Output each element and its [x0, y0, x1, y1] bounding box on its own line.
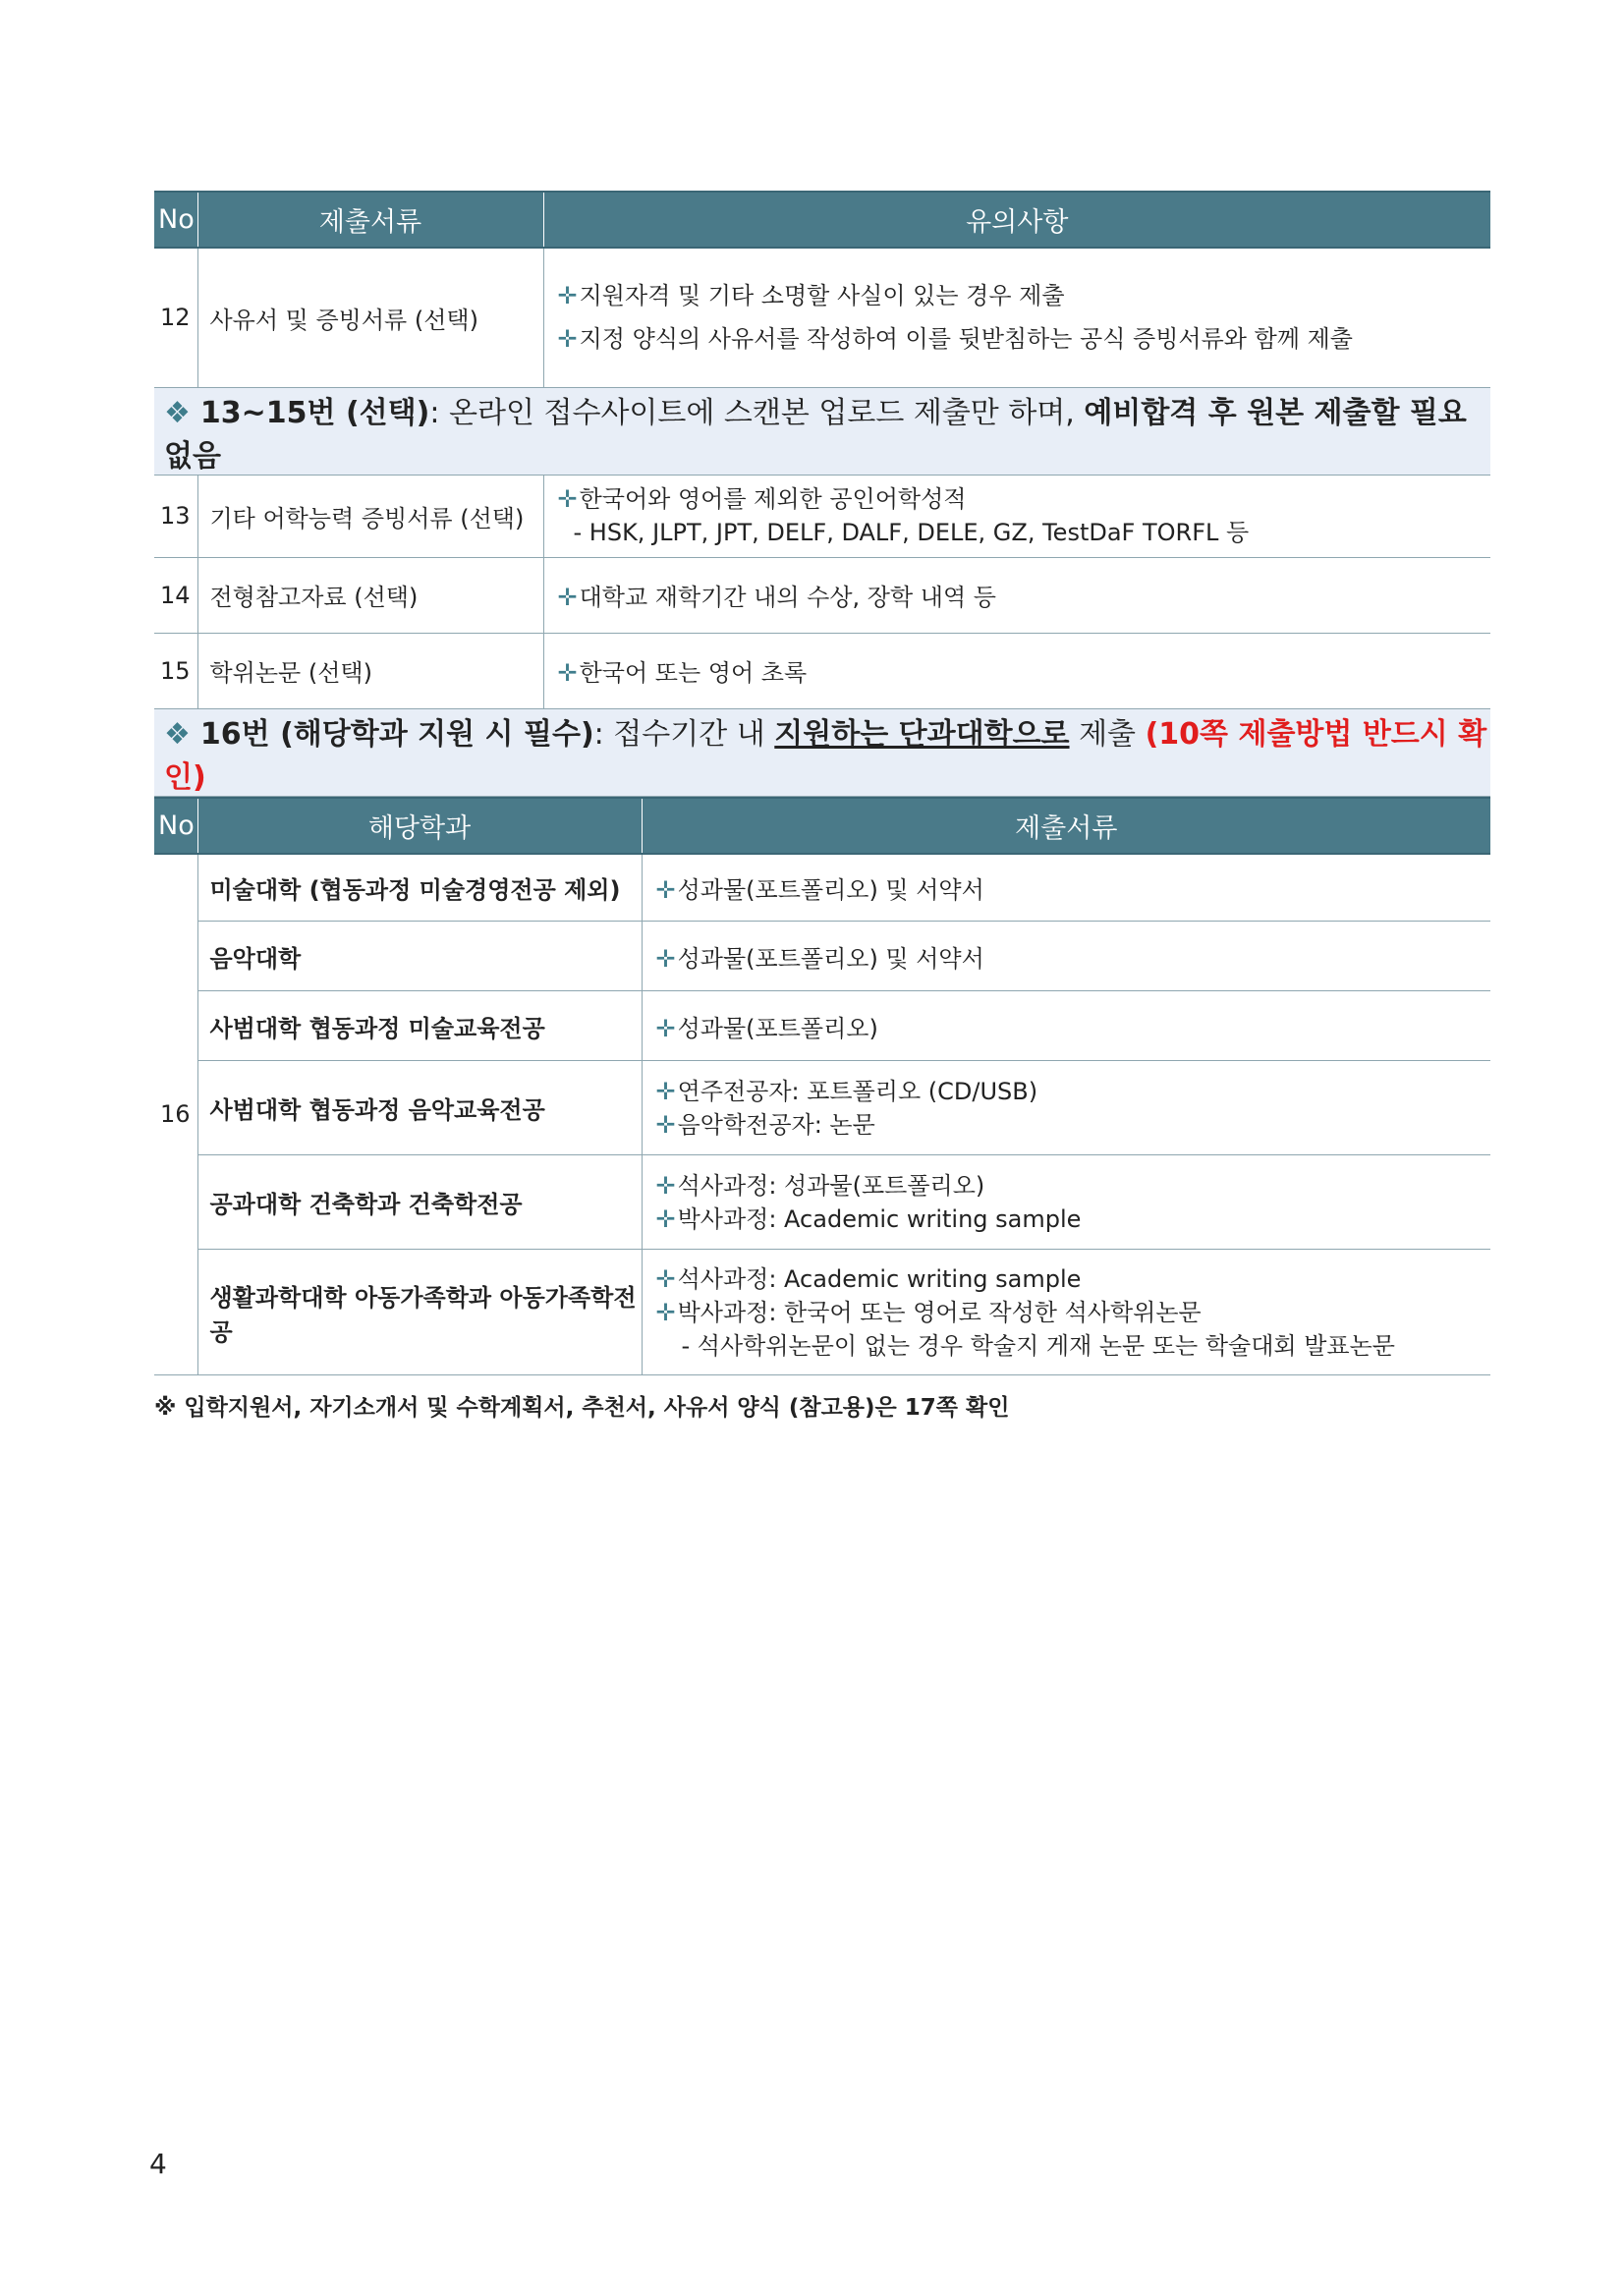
header-no: No [154, 192, 197, 248]
note-text: 석사과정: Academic writing sample [677, 1264, 1082, 1293]
header-department: 해당학과 [197, 798, 642, 854]
notes-cell [543, 475, 1490, 557]
document-body [154, 191, 1490, 1422]
row-number: 16 [154, 854, 197, 1375]
notes-cell [543, 557, 1490, 633]
plus-icon: ✛ [655, 1171, 676, 1200]
row-number: 14 [154, 557, 197, 633]
section-banner-16 [154, 708, 1490, 796]
document-name: 사유서 및 증빙서류 (선택) [197, 248, 543, 387]
section-banner-13-15 [154, 387, 1490, 475]
note-text: 연주전공자: 포트폴리오 (CD/USB) [677, 1077, 1038, 1105]
section-lead: 13~15번 (선택) [199, 395, 430, 430]
plus-icon: ✛ [557, 325, 578, 354]
plus-icon: ✛ [557, 485, 578, 513]
header-documents: 제출서류 [642, 798, 1490, 854]
table-row [154, 854, 1490, 922]
section-text: 제출 [1069, 716, 1146, 752]
note-text: 석사과정: 성과물(포트폴리오) [677, 1171, 985, 1200]
section-colon: : [593, 716, 604, 752]
section-lead: 16번 (해당학과 지원 시 필수) [199, 716, 594, 752]
table-row [154, 557, 1490, 633]
page-number: 4 [149, 2148, 167, 2180]
plus-icon: ✛ [655, 875, 676, 904]
note-text: 지정 양식의 사유서를 작성하여 이를 뒷받침하는 공식 증빙서류와 함께 제출 [579, 325, 1353, 354]
notes-cell [543, 633, 1490, 708]
note-text: 대학교 재학기간 내의 수상, 장학 내역 등 [579, 584, 996, 611]
documents-table-1 [154, 191, 1490, 797]
plus-icon: ✛ [557, 584, 578, 611]
note-text: 한국어 또는 영어 초록 [579, 659, 808, 687]
table-row [154, 922, 1490, 991]
notes-cell [642, 854, 1490, 922]
note-text: 성과물(포트폴리오) [677, 1014, 878, 1042]
department-name: 미술대학 (협동과정 미술경영전공 제외) [197, 854, 642, 922]
notes-cell [642, 1250, 1490, 1375]
plus-icon: ✛ [655, 1264, 676, 1293]
plus-icon: ✛ [655, 1204, 676, 1233]
note-text: 성과물(포트폴리오) 및 서약서 [677, 875, 984, 904]
footnote: ※ 입학지원서, 자기소개서 및 수학계획서, 추천서, 사유서 양식 (참고용)은 17쪽 확인 [154, 1395, 1010, 1421]
table-row [154, 633, 1490, 708]
row-number: 15 [154, 633, 197, 708]
document-name: 전형참고자료 (선택) [197, 557, 543, 633]
diamond-icon: ❖ [164, 716, 191, 752]
table-header [154, 798, 1490, 854]
notes-cell [642, 1155, 1490, 1250]
note-text: 지원자격 및 기타 소명할 사실이 있는 경우 제출 [579, 282, 1065, 310]
note-text: 박사과정: 한국어 또는 영어로 작성한 석사학위논문 [677, 1298, 1202, 1326]
department-name: 공과대학 건축학과 건축학전공 [197, 1155, 642, 1250]
plus-icon: ✛ [655, 944, 676, 973]
documents-table-2 [154, 797, 1490, 1376]
section-warning: (10쪽 제출방법 반드시 확인) [164, 716, 1487, 795]
table-row [154, 475, 1490, 557]
department-name: 사범대학 협동과정 미술교육전공 [197, 991, 642, 1061]
notes-cell [642, 1061, 1490, 1155]
section-text: 온라인 접수사이트에 스캔본 업로드 제출만 하며, [439, 395, 1085, 430]
table-row [154, 1250, 1490, 1375]
notes-cell [642, 991, 1490, 1061]
section-text: 접수기간 내 [603, 716, 775, 752]
department-name: 사범대학 협동과정 음악교육전공 [197, 1061, 642, 1155]
section-emphasis: 예비합격 후 원본 제출할 필요 없음 [164, 395, 1467, 474]
header-documents: 제출서류 [197, 192, 543, 248]
row-number: 13 [154, 475, 197, 557]
table-row [154, 1061, 1490, 1155]
note-text: 성과물(포트폴리오) 및 서약서 [677, 944, 984, 973]
note-text: 한국어와 영어를 제외한 공인어학성적 [579, 485, 967, 513]
department-name: 음악대학 [197, 922, 642, 991]
table-header [154, 192, 1490, 248]
table-row [154, 1155, 1490, 1250]
header-notes: 유의사항 [543, 192, 1490, 248]
diamond-icon: ❖ [164, 395, 191, 430]
row-number: 12 [154, 248, 197, 387]
plus-icon: ✛ [655, 1077, 676, 1105]
plus-icon: ✛ [655, 1014, 676, 1042]
note-text: 박사과정: Academic writing sample [677, 1204, 1082, 1233]
section-colon: : [429, 395, 440, 430]
note-text: 음악학전공자: 논문 [677, 1110, 875, 1139]
table-row [154, 991, 1490, 1061]
table-row [154, 248, 1490, 387]
header-no: No [154, 798, 197, 854]
notes-cell [543, 248, 1490, 387]
plus-icon: ✛ [655, 1298, 676, 1326]
department-name: 생활과학대학 아동가족학과 아동가족학전공 [197, 1250, 642, 1375]
plus-icon: ✛ [655, 1110, 676, 1139]
note-subtext: - 석사학위논문이 없는 경우 학술지 게재 논문 또는 학술대회 발표논문 [681, 1331, 1395, 1360]
plus-icon: ✛ [557, 659, 578, 687]
document-name: 기타 어학능력 증빙서류 (선택) [197, 475, 543, 557]
notes-cell [642, 922, 1490, 991]
plus-icon: ✛ [557, 282, 578, 310]
section-underline: 지원하는 단과대학으로 [774, 716, 1070, 752]
note-subtext: - HSK, JLPT, JPT, DELF, DALF, DELE, GZ, TestDaF TORFL 등 [573, 519, 1250, 546]
document-name: 학위논문 (선택) [197, 633, 543, 708]
